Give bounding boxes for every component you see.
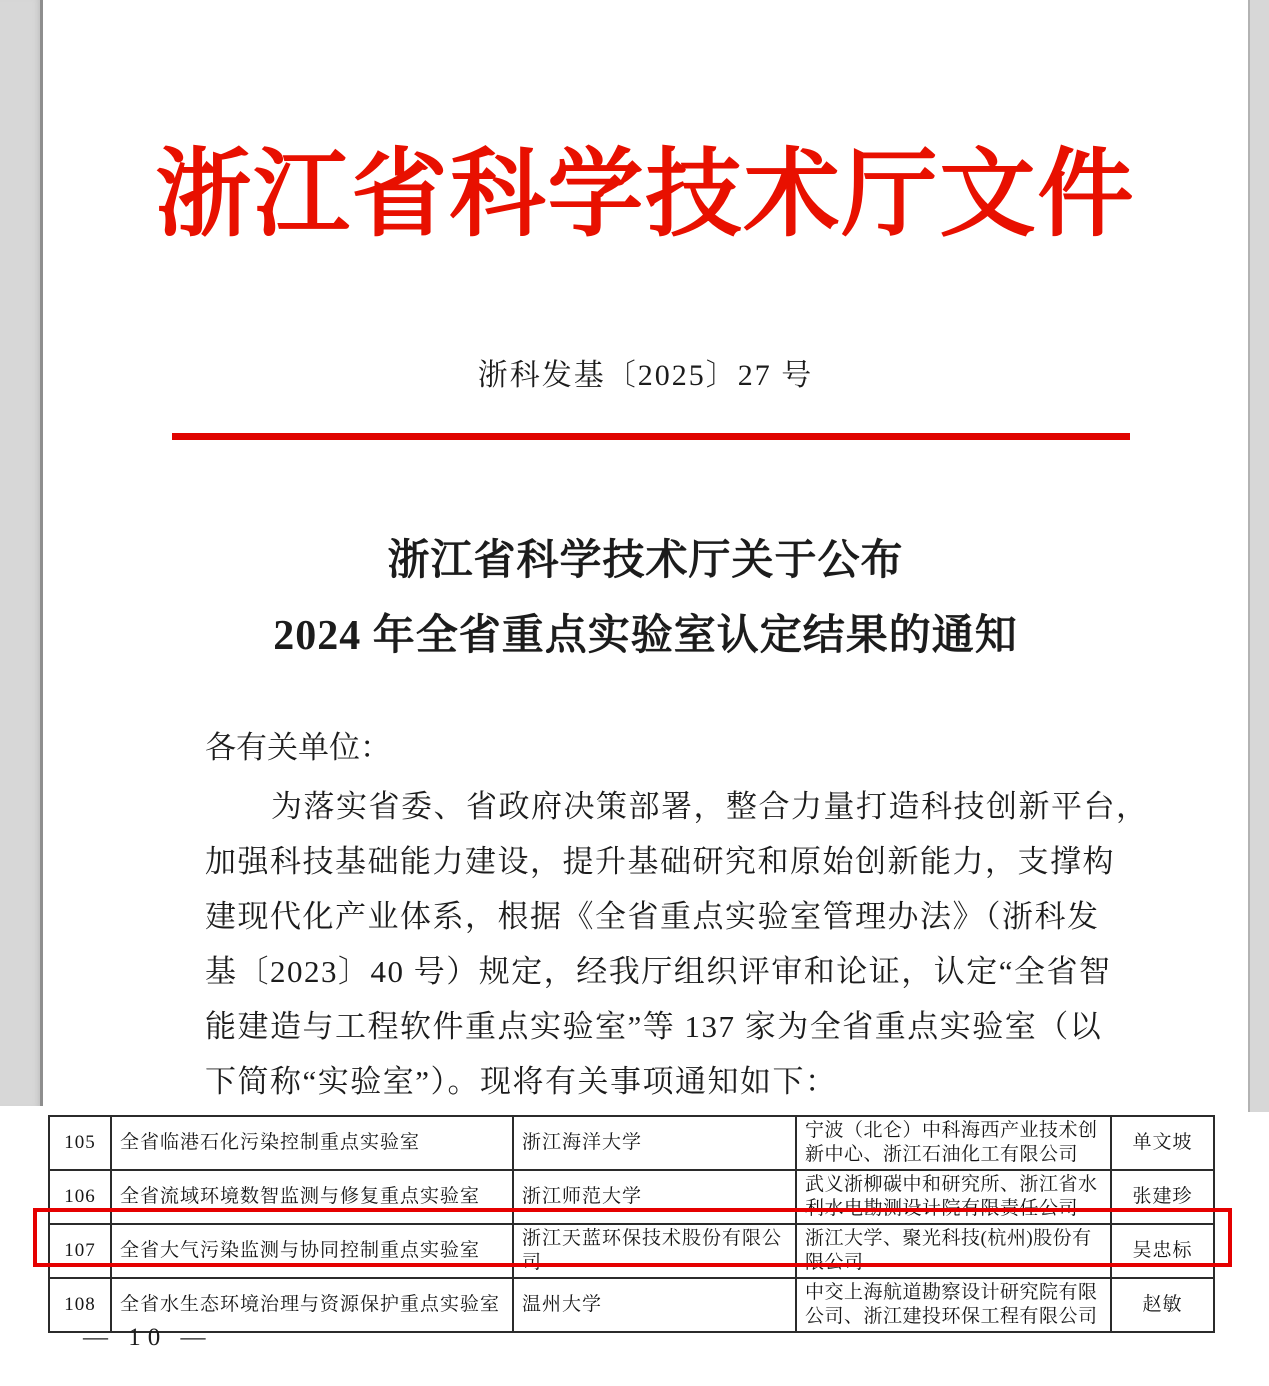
salutation: 各有关单位： — [205, 730, 391, 765]
lab-name-cell: 全省流域环境数智监测与修复重点实验室 — [111, 1170, 513, 1224]
body-line: 为落实省委、省政府决策部署，整合力量打造科技创新平台， — [271, 789, 1149, 824]
notice-body — [205, 779, 1149, 1109]
body-line: 下简称“实验室”）。现将有关事项通知如下： — [205, 1064, 838, 1099]
document-number: 浙科发基〔2025〕27 号 — [477, 359, 814, 392]
row-number-cell: 108 — [49, 1278, 111, 1332]
table-row — [49, 1170, 1214, 1224]
notice-heading-line2: 2024 年全省重点实验室认定结果的通知 — [273, 613, 1018, 659]
table-row — [49, 1278, 1214, 1332]
row-number-cell: 105 — [49, 1116, 111, 1170]
partners-cell: 中交上海航道勘察设计研究院有限公司、浙江建投环保工程有限公司 — [796, 1278, 1111, 1332]
lab-results-table — [48, 1115, 1215, 1333]
body-line: 能建造与工程软件重点实验室”等 137 家为全省重点实验室（以 — [205, 1009, 1103, 1044]
partners-cell: 武义浙柳碳中和研究所、浙江省水利水电勘测设计院有限责任公司 — [796, 1170, 1111, 1224]
body-line: 建现代化产业体系，根据《全省重点实验室管理办法》（浙科发 — [205, 899, 1100, 934]
partners-cell: 宁波（北仑）中科海西产业技术创新中心、浙江石油化工有限公司 — [796, 1116, 1111, 1170]
lab-name-cell: 全省水生态环境治理与资源保护重点实验室 — [111, 1278, 513, 1332]
director-cell: 单文坡 — [1111, 1116, 1214, 1170]
document-title: 浙江省科学技术厅文件 — [155, 141, 1136, 248]
page-left-margin — [0, 0, 43, 1106]
director-cell: 吴忠标 — [1111, 1224, 1214, 1278]
director-cell: 赵敏 — [1111, 1278, 1214, 1332]
table-row — [49, 1116, 1214, 1170]
notice-heading-line1: 浙江省科学技术厅关于公布 — [387, 538, 904, 584]
page-number: — 10 — — [83, 1324, 213, 1351]
notice-heading — [43, 524, 1248, 674]
institution-cell: 温州大学 — [513, 1278, 796, 1332]
table-row-highlighted — [49, 1224, 1214, 1278]
institution-cell: 浙江天蓝环保技术股份有限公司 — [513, 1224, 796, 1278]
page-right-margin — [1248, 0, 1269, 1112]
director-cell: 张建珍 — [1111, 1170, 1214, 1224]
row-number-cell: 106 — [49, 1170, 111, 1224]
institution-cell: 浙江海洋大学 — [513, 1116, 796, 1170]
institution-cell: 浙江师范大学 — [513, 1170, 796, 1224]
red-separator-line — [172, 433, 1130, 440]
body-line: 加强科技基础能力建设，提升基础研究和原始创新能力，支撑构 — [205, 844, 1115, 879]
row-number-cell: 107 — [49, 1224, 111, 1278]
lab-name-cell: 全省临港石化污染控制重点实验室 — [111, 1116, 513, 1170]
partners-cell: 浙江大学、聚光科技(杭州)股份有限公司 — [796, 1224, 1111, 1278]
lab-name-cell: 全省大气污染监测与协同控制重点实验室 — [111, 1224, 513, 1278]
body-line: 基〔2023〕40 号）规定，经我厅组织评审和论证，认定“全省智 — [205, 954, 1112, 989]
